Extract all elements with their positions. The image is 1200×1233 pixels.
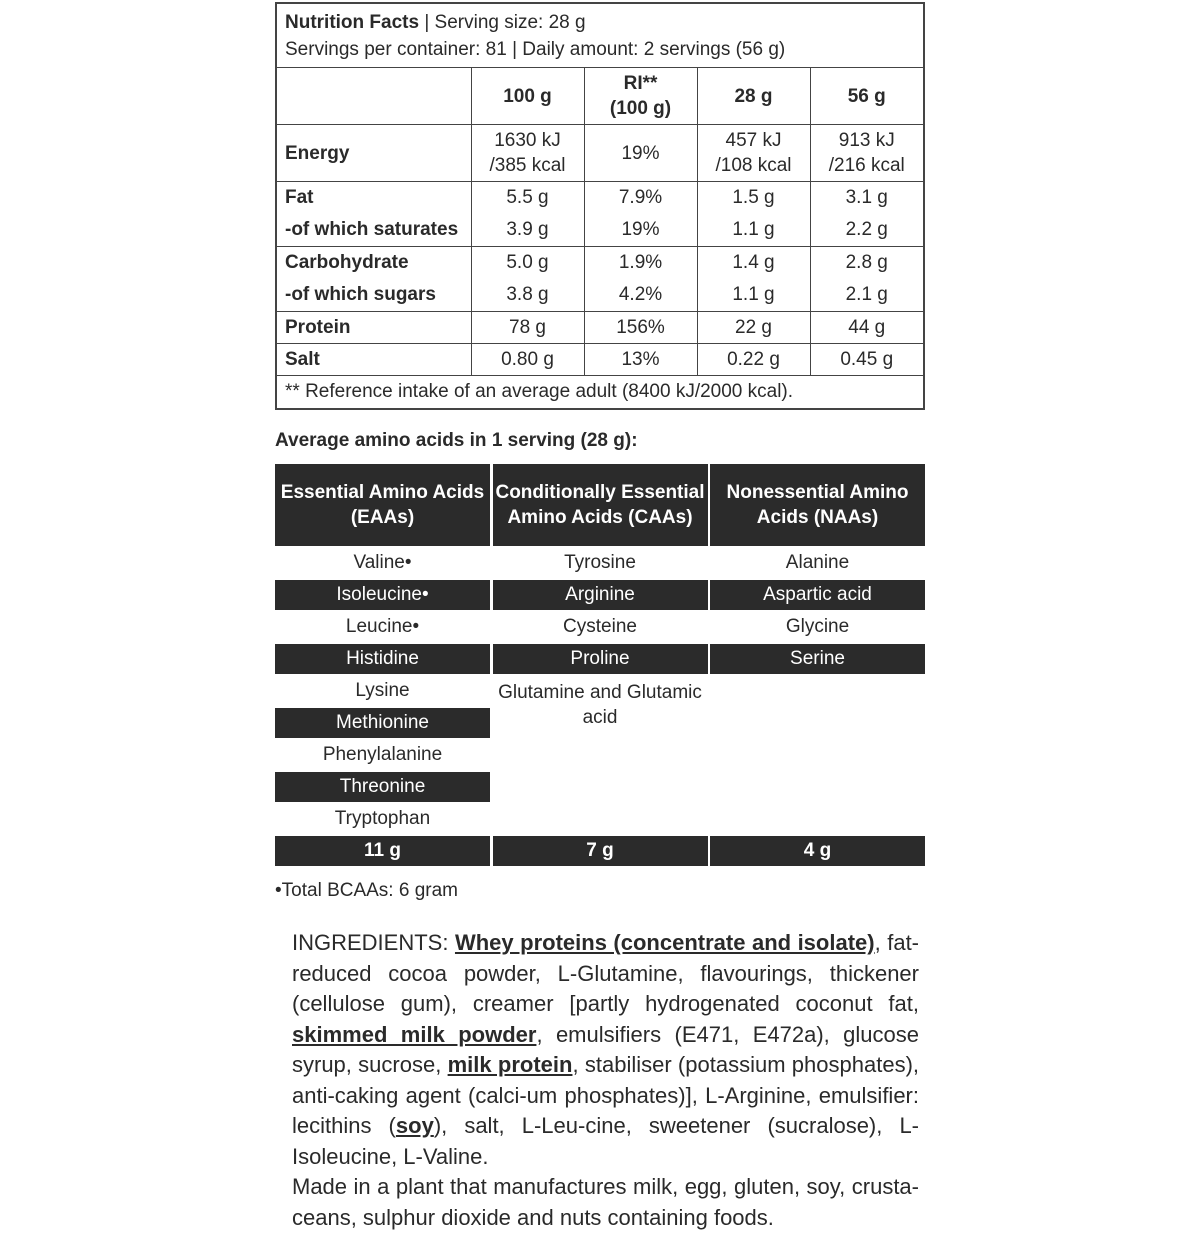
sugars-label: -of which sugars <box>285 284 436 305</box>
list-item: Arginine <box>493 580 708 610</box>
list-item: Tyrosine <box>564 552 636 573</box>
list-item: Cysteine <box>563 616 637 637</box>
allergen-whey: Whey proteins (concentrate and isolate) <box>454 930 875 955</box>
nutrition-title: Nutrition Facts <box>285 12 420 33</box>
energy-row <box>277 125 923 182</box>
sugars-100g: 3.8 g <box>506 284 549 305</box>
allergen-skimmed-milk: skimmed milk powder <box>292 1021 537 1047</box>
protein-label: Protein <box>277 312 471 344</box>
list-item: Glycine <box>785 616 850 637</box>
header-empty <box>277 68 471 125</box>
list-item: Methionine <box>275 708 490 738</box>
fat-28g: 1.5 g <box>732 187 775 208</box>
list-item: Valine• <box>353 552 412 573</box>
nutrition-facts-table <box>275 2 925 410</box>
salt-row <box>277 344 923 376</box>
allergen-milk-protein: milk protein <box>447 1052 573 1077</box>
carb-label: Carbohydrate <box>285 252 409 273</box>
carb-ri: 1.9% <box>618 252 663 273</box>
salt-100g: 0.80 g <box>471 344 584 376</box>
salt-56g: 0.45 g <box>810 344 923 376</box>
naa-column <box>710 546 925 834</box>
amino-headers <box>275 464 925 546</box>
list-item: Histidine <box>275 644 490 674</box>
salt-28g: 0.22 g <box>697 344 810 376</box>
list-item: Aspartic acid <box>710 580 925 610</box>
servings-line: Servings per container: 81 | Daily amount: 2 servings (56 g) <box>285 39 786 60</box>
protein-28g: 22 g <box>697 312 810 344</box>
salt-ri: 13% <box>584 344 697 376</box>
fat-ri: 7.9% <box>618 187 663 208</box>
list-item: Lysine <box>355 680 410 701</box>
sugars-56g: 2.1 g <box>845 284 888 305</box>
saturates-28g: 1.1 g <box>732 219 775 240</box>
header-row <box>277 68 923 125</box>
saturates-label: -of which saturates <box>285 219 459 240</box>
fat-100g: 5.5 g <box>506 187 549 208</box>
total-naa: 4 g <box>710 836 925 866</box>
energy-100g: 1630 kJ /385 kcal <box>471 125 584 182</box>
protein-row <box>277 312 923 344</box>
energy-28g: 457 kJ /108 kcal <box>697 125 810 182</box>
eaa-column <box>275 546 490 834</box>
col-ri: RI** (100 g) <box>584 68 697 125</box>
header-caa: Conditionally Essential Amino Acids (CAAs) <box>493 464 708 546</box>
col-56g: 56 g <box>810 68 923 125</box>
serving-size: | Serving size: 28 g <box>419 12 586 33</box>
allergen-soy: soy <box>395 1113 434 1138</box>
col-28g: 28 g <box>697 68 810 125</box>
header-naa: Nonessential Amino Acids (NAAs) <box>710 464 925 546</box>
protein-ri: 156% <box>584 312 697 344</box>
list-item: Alanine <box>785 552 850 573</box>
list-item: Phenylalanine <box>322 744 443 765</box>
col-100g: 100 g <box>471 68 584 125</box>
fat-row <box>277 182 923 247</box>
ingredients-text: INGREDIENTS: Whey proteins (concentrate and isolate), fat-reduced cocoa powder, L-Glutamine, flavourings, thickener (cellulose gum), creamer [partly hydrogenated coconut fat, skimmed milk powder, emulsifiers (E471, E472a), glucose syrup, sucrose, milk protein, stabiliser (potassium phosphates), anti-caking agent (calci-um phosphates)], L-Arginine, emulsifier: lecithins (soy), salt, L-Leu-cine, sweetener (sucralose), L-Isoleucine, L-Valine. <box>292 930 920 1169</box>
energy-ri: 19% <box>584 125 697 182</box>
list-item: Glutamine and Glutamic acid <box>498 682 702 728</box>
energy-label: Energy <box>277 125 471 182</box>
saturates-56g: 2.2 g <box>845 219 888 240</box>
list-item: Leucine• <box>345 616 420 637</box>
nutrition-header <box>277 4 923 68</box>
fat-label: Fat <box>285 187 314 208</box>
caa-column <box>493 546 708 834</box>
total-eaa: 11 g <box>275 836 490 866</box>
allergen-note: Made in a plant that manufactures milk, egg, gluten, soy, crusta-ceans, sulphur dioxide and nuts containing foods. <box>292 1174 919 1230</box>
ingredients-label: INGREDIENTS: <box>292 930 455 955</box>
list-item: Isoleucine• <box>275 580 490 610</box>
fat-56g: 3.1 g <box>845 187 888 208</box>
protein-100g: 78 g <box>471 312 584 344</box>
list-item: Threonine <box>275 772 490 802</box>
saturates-ri: 19% <box>621 219 660 240</box>
protein-56g: 44 g <box>810 312 923 344</box>
carb-28g: 1.4 g <box>732 252 775 273</box>
saturates-100g: 3.9 g <box>506 219 549 240</box>
nutrition-footnote: ** Reference intake of an average adult (8400 kJ/2000 kcal). <box>285 381 794 402</box>
bcaa-note: •Total BCAAs: 6 gram <box>275 880 458 901</box>
amino-title: Average amino acids in 1 serving (28 g): <box>275 430 638 451</box>
carb-100g: 5.0 g <box>506 252 549 273</box>
amino-totals <box>275 836 925 866</box>
carb-row <box>277 247 923 312</box>
salt-label: Salt <box>277 344 471 376</box>
header-eaa: Essential Amino Acids (EAAs) <box>275 464 490 546</box>
ingredients-block <box>292 928 919 1233</box>
sugars-28g: 1.1 g <box>732 284 775 305</box>
amino-table <box>275 464 925 866</box>
list-item: Tryptophan <box>334 808 431 829</box>
list-item: Serine <box>710 644 925 674</box>
carb-56g: 2.8 g <box>845 252 888 273</box>
energy-56g: 913 kJ /216 kcal <box>810 125 923 182</box>
list-item: Proline <box>493 644 708 674</box>
sugars-ri: 4.2% <box>618 284 663 305</box>
total-caa: 7 g <box>493 836 708 866</box>
